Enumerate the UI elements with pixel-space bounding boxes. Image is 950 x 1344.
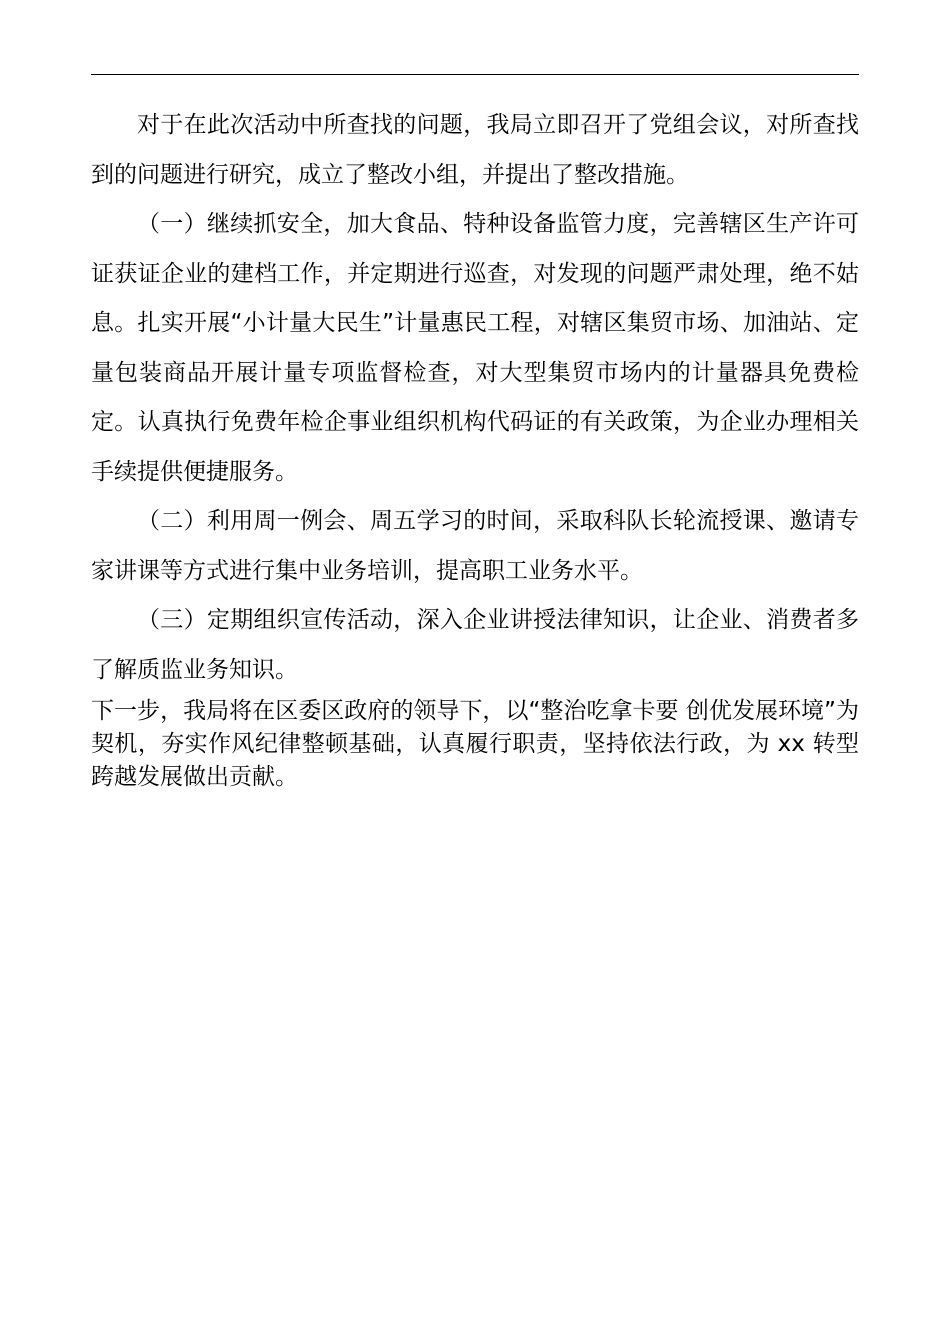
paragraph-measure-3: （三）定期组织宣传活动，深入企业讲授法律知识，让企业、消费者多了解质监业务知识。 [91,607,859,683]
paragraph-closing: 下一步，我局将在区委区政府的领导下，以“整治吃拿卡要 创优发展环境”为契机，夯实作风纪律整顿基础，认真履行职责，坚持依法行政，为 xx 转型跨越发展做出贡献。 [91,698,859,790]
paragraph-measure-2: （二）利用周一例会、周五学习的时间，采取科队长轮流授课、邀请专家讲课等方式进行集中业务培训，提高职工业务水平。 [91,508,859,584]
header-rule [91,74,859,75]
document-body [91,101,859,794]
paragraph-measure-1: （一）继续抓安全，加大食品、特种设备监管力度，完善辖区生产许可证获证企业的建档工作，并定期进行巡查，对发现的问题严肃处理，绝不姑息。扎实开展“小计量大民生”计量惠民工程，对辖区集贸市场、加油站、定量包装商品开展计量专项监督检查，对大型集贸市场内的计量器具免费检定。认真执行免费年检企事业组织机构代码证的有关政策，为企业办理相关手续提供便捷服务。 [91,211,859,485]
paragraph-intro: 对于在此次活动中所查找的问题，我局立即召开了党组会议，对所查找到的问题进行研究，成立了整改小组，并提出了整改措施。 [91,112,859,188]
